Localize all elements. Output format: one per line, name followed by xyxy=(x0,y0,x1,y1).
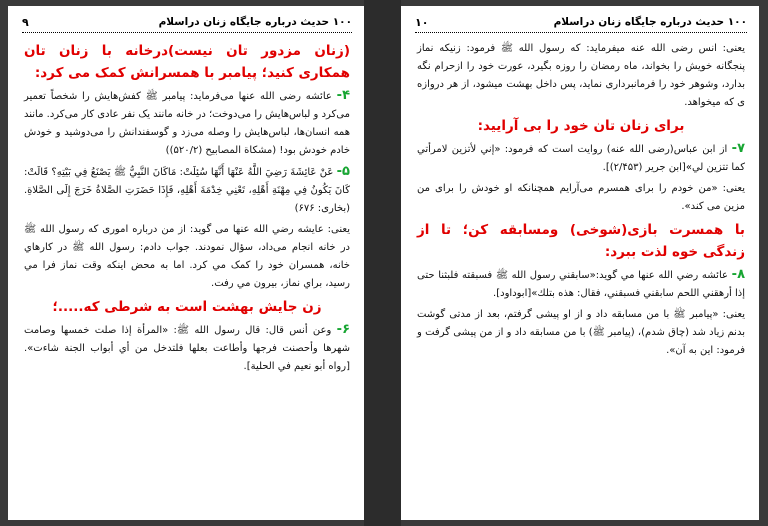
hadith-4 xyxy=(24,87,350,160)
section-heading: برای زنان تان خود را بی آرایید: xyxy=(477,118,685,134)
hadith-arabic: از ابن عباس(رضی الله عنه) روایت است که فرمود: «إني لأتزين لامرأتي كما تتزين لي»[ابن جرير (۲/۴۵۳)]. xyxy=(417,144,745,173)
hadith-number: ۴- xyxy=(336,88,350,103)
hadith-6 xyxy=(24,321,350,376)
section-heading: با همسرت بازی(شوخی) ومسابقه کن؛ تا از زندگی خوه لذت ببرد: xyxy=(417,222,745,260)
page-number: ۱۰ xyxy=(415,16,429,29)
hadith-arabic: عائشه رضي الله عنها مي گويد:«سابقني رسول الله ﷺ فسبقته فلبثنا حتى إذا أرهقني اللحم سابقني فسبقني، فقال: هذه بتلك»[ابوداود]. xyxy=(417,270,745,299)
hadith-translation: یعنی: «پیامبر ﷺ با من مسابقه داد و از او پیشی گرفتم، بعد از مدتی گوشت بدنم زیاد شد (چاق شدم)، (پیامبر ﷺ) با من مسابقه داد و از من پیشی گرفت و فرمود: این به آن». xyxy=(417,309,745,356)
page-header xyxy=(22,16,352,33)
header-title: ۱۰۰ حدیث درباره جایگاه زنان دراسلام xyxy=(553,16,747,28)
page-number: ۹ xyxy=(22,16,29,29)
hadith-arabic: وعن أنس قال: قال رسول الله ﷺ: «المرأة إذا صلت خمسها وصامت شهرها وأحصنت فرجها وأطاعت بعلها فلتدخل من أي أبواب الجنة شاءت». [رواه أبو نعيم في الحلية]. xyxy=(24,325,350,372)
header-title: ۱۰۰ حدیث درباره جایگاه زنان دراسلام xyxy=(158,16,352,28)
hadith-number: ۷- xyxy=(731,141,745,156)
hadith-translation: یعنی: انس رضی الله عنه میفرماید: که رسول الله ﷺ فرمود: زنیکه نماز پنجگانه خویش را بخواند، ماه رمضان را روزه بگیرد، عورت خود را ازحرام نگه بدارد، وشوهر خود را فرمانبرداری نماید، پس داخل بهشت میشود، از هر دروازه ی که میخواهد. xyxy=(417,43,745,108)
hadith-text: عائشه رضی الله عنها می‌فرماید: پیامبر ﷺ کفش‌هایش را شخصاً تعمیر می‌کرد و لباس‌هایش را می‌دوخت؛ در خانه مانند یک نفر عادی کار می‌کرد. مانند همه انسان‌ها، لباس‌هایش را وصله می‌زد و گوسفندانش را می‌دوشید و خودش خادم خودش بود! (مشکاة المصابیح (۵۲۰/۲)) xyxy=(24,91,350,156)
left-page xyxy=(8,6,364,520)
page-body xyxy=(24,40,350,379)
hadith-8 xyxy=(417,266,745,303)
section-heading: (زنان مزدور تان نیست)درخانه با زنان تان همکاری کنید؛ پیامبر با همسرانش کمک می کرد: xyxy=(24,43,350,81)
hadith-5 xyxy=(24,163,350,218)
book-gutter xyxy=(364,0,401,526)
page-header xyxy=(415,16,747,33)
hadith-7 xyxy=(417,140,745,177)
hadith-number: ۵- xyxy=(336,164,350,179)
hadith-number: ۶- xyxy=(336,322,350,337)
right-page xyxy=(401,6,759,520)
hadith-translation: یعنی: «من خودم را برای همسرم می‌آرایم همچنانکه او خودش را برای من مزین می کند». xyxy=(417,183,745,212)
hadith-translation: یعنی: عایشه رضي الله عنها می گوید: از من درباره اموری که رسول الله ﷺ در خانه انجام می‌داد، سؤال نمودند. جواب دادم: رسول الله ﷺ در کارهاي خانه، همسران خود را کمک مي كرد. اما به محض اینکه وقت نماز فرا مي رسيد، براي نماز، بيرون مي رفت. xyxy=(24,224,350,289)
hadith-arabic: عَنْ عَائِشَةَ رَضِيَ اللَّهُ عَنْهَا أَنَّهَا سُئِلَتْ: مَاكَانَ النَّبِيُّ ﷺ يَصْنَعُ فِي بَيْتِهِ؟ قَالَتْ: كَانَ يَكُونُ فِي مِهْنَةِ أَهْلِهِ، تَعْنِي خِدْمَةَ أَهْلِهِ، فَإِذَا حَضَرَتِ الصَّلاةُ خَرَجَ إِلَى الصَّلاةِ. (بخارى: ۶۷۶) xyxy=(24,167,350,214)
hadith-number: ۸- xyxy=(731,267,745,282)
page-body xyxy=(417,40,745,363)
section-heading: زن جایش بهشت است به شرطی که.....؛ xyxy=(52,299,322,315)
